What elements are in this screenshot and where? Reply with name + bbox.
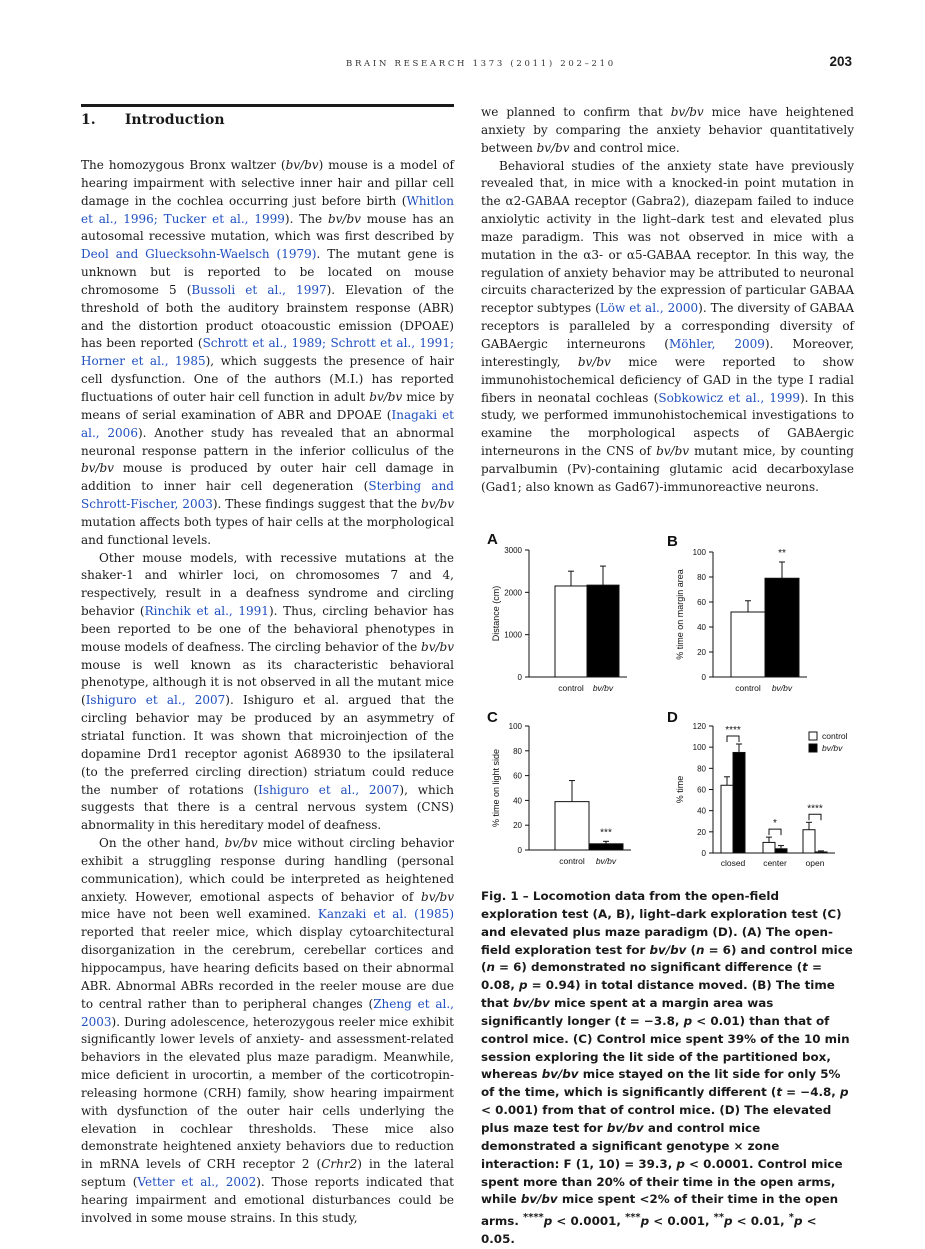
y-axis-label: % time on margin area	[675, 569, 685, 660]
panel-label: B	[667, 533, 678, 550]
text-run: mice by means of serial examination of ABR and DPOAE (	[81, 389, 455, 422]
text-run: < 0.0001,	[552, 1214, 626, 1229]
text-run: mice without circling behavior exhibit a struggling response during handling (personal communication), which could be interpreted as heightened anxiety. However, emotional aspects of behavior of	[81, 836, 454, 904]
text-run: (	[686, 942, 696, 957]
legend-swatch	[809, 744, 817, 752]
y-tick-label: 120	[692, 722, 706, 731]
x-category-label: bv/bv	[592, 683, 614, 693]
citation-link[interactable]: Kanzaki et al. (1985)	[317, 907, 454, 922]
text-run: ). In this study, we performed immunohistochemical investigations to examine the morphological aspects of GABAergic interneurons in the CNS of	[481, 390, 854, 459]
y-tick-label: 3000	[504, 546, 522, 555]
text-run: ), which suggests the presence of hair cell dysfunction. One of the authors (M.I.) has reported fluctuations of outer hair cell function in adult	[81, 354, 454, 404]
significance-stars: ****	[725, 724, 741, 736]
text-run: On the other hand,	[99, 836, 225, 851]
citation-link[interactable]: Schrott et al., 1989; Schrott et al., 1991; Horner et al., 1985	[81, 336, 454, 369]
text-run: and control mice.	[569, 140, 680, 155]
y-axis-label: % time	[675, 775, 685, 804]
italic-term: bv/bv	[606, 1120, 644, 1135]
italic-term: bv/bv	[369, 389, 403, 404]
caption-paragraph	[481, 888, 854, 1249]
bar-control	[555, 586, 587, 677]
significance-stars: ***	[600, 827, 612, 839]
italic-term: p	[519, 978, 528, 993]
paragraph	[481, 158, 854, 497]
text-run: Other mouse models, with recessive mutations at the shaker-1 and whirler loci, on chromosomes 7 and 4, respectively, result in a deafness syndrome and circling behavior (	[81, 550, 454, 619]
italic-term: bv/bv	[649, 942, 687, 957]
paragraph	[481, 104, 854, 158]
text-run: mouse is produced by outer hair cell damage in addition to inner hair cell degeneration (	[81, 461, 454, 494]
left-column-text	[81, 157, 454, 1228]
text-run: = 0.08,	[481, 960, 822, 993]
text-run: reported that reeler mice, which display cytoarchitectural disorganization in the cerebrum, cerebellar cortices and hippocampus, have hearing deficits based on their abnormal ABR. Abnormal ABRs recorded in the reeler mouse are due to central rather than to peripheral changes (	[81, 925, 454, 1011]
panel-label: D	[667, 709, 678, 726]
text-run: < 0.001) from that of control mice. (D) The elevated plus maze test for	[481, 1103, 832, 1135]
text-run: ). Thus, circling behavior has been reported to be one of the behavioral phenotypes in mouse models of deafness. The circling behavior of the	[81, 604, 455, 654]
y-tick-label: 60	[697, 598, 706, 607]
text-run: . The mutant gene is unknown but is reported to be located on mouse chromosome 5 (	[81, 247, 455, 297]
legend-swatch	[809, 732, 817, 740]
y-tick-label: 80	[513, 746, 522, 756]
italic-term: bv/bv	[670, 105, 704, 119]
figure-1	[481, 528, 854, 873]
italic-term: bv/bv	[541, 1067, 579, 1082]
text-run: mouse is well known as its characteristic behavioral phenotype, although it is not observed in all the mutant mice (	[81, 657, 454, 708]
italic-term: bv/bv	[81, 461, 114, 476]
citation-link[interactable]: Vetter et al., 2002	[137, 1175, 257, 1190]
bar-bv-bv	[815, 852, 827, 853]
text-run: ). The diversity of GABAA receptors is paralleled by a corresponding diversity of GABAergic interneurons (	[481, 301, 855, 351]
italic-term: p	[793, 1214, 803, 1229]
y-tick-label: 20	[513, 821, 522, 831]
italic-term: p	[724, 1214, 733, 1229]
figure-caption	[481, 888, 854, 1249]
citation-link[interactable]: Bussoli et al., 1997	[191, 282, 327, 297]
text-run: we planned to confirm that	[481, 105, 671, 119]
y-tick-label: 40	[697, 806, 706, 816]
paragraph	[81, 835, 454, 1228]
bar-control	[803, 830, 815, 853]
y-axis-label: Distance (cm)	[491, 585, 501, 642]
y-tick-label: 0	[701, 849, 706, 858]
italic-term: n	[486, 960, 495, 975]
citation-link[interactable]: Ishiguro et al., 2007	[258, 782, 400, 797]
citation-link[interactable]: Inagaki et al., 2006	[81, 407, 455, 440]
text-run: ). These findings suggest that the	[212, 497, 422, 512]
citation-link[interactable]: Löw et al., 2000	[599, 301, 699, 316]
significance-marker: ****	[523, 1212, 544, 1224]
text-run: < 0.01,	[732, 1214, 789, 1229]
text-run: ). Those reports indicated that hearing impairment and emotional disturbances could be involved in some mouse strains. In this study,	[81, 1175, 454, 1225]
bar-bv-bv	[587, 585, 619, 677]
y-tick-label: 60	[697, 785, 706, 795]
x-category-label: bv/bv	[771, 683, 793, 693]
y-tick-label: 0	[517, 846, 522, 855]
text-run: ). Ishiguro et al. argued that the circling behavior may be produced by an asymmetry of striatal function. It was shown that microinjection of the dopamine Drd1 receptor agonist A68930 to the ipsilateral (to the preferred circling direction) striatum could reduce the number of rotations (	[81, 693, 454, 797]
x-category-label: open	[805, 858, 825, 868]
x-category-label: control	[559, 856, 585, 866]
italic-term: t	[802, 960, 808, 975]
right-column-text	[481, 104, 854, 497]
legend-label: bv/bv	[822, 743, 843, 753]
text-run: mice were reported to show immunohistochemical deficiency of GAD in the type I radial fibers in neonatal cochleas (	[481, 354, 854, 405]
text-run: ). Another study has revealed that an abnormal neuronal response pattern in the inferior colliculus of the	[81, 425, 454, 458]
citation-link[interactable]: Sobkowicz et al., 1999	[658, 390, 800, 405]
text-run: Behavioral studies of the anxiety state have previously revealed that, in mice with a knocked-in point mutation in the α2-GABAA receptor (Gabra2), diazepam failed to induce anxiolytic activity in the light–dark test and elevated plus maze paradigm. This was not observed in mice with a mutation in the α3- or α5-GABAA receptor. In this way, the regulation of anxiety behavior may be attributed to neuronal circuits characterized by the expression of particular GABAA receptor subtypes (	[481, 158, 854, 316]
text-run: ). The	[284, 211, 328, 226]
italic-term: bv/bv	[656, 444, 690, 459]
y-tick-label: 0	[517, 673, 522, 682]
significance-bracket	[769, 829, 781, 835]
text-run: < 0.0001. Control mice spent more than 20% of their time in the open arms, while	[481, 1156, 843, 1207]
italic-term: p	[640, 1214, 650, 1229]
section-heading	[81, 112, 225, 128]
italic-term: bv/bv	[513, 996, 550, 1011]
italic-term: t	[776, 1085, 783, 1100]
citation-link[interactable]: Möhler, 2009	[669, 336, 765, 351]
text-run: mutant mice, by counting parvalbumin (Pv)-containing glutamic acid decarboxylase (Gad1; also known as Gad67)-immunoreactive neurons.	[481, 444, 854, 494]
y-tick-label: 40	[697, 623, 706, 632]
text-run: = −3.8,	[625, 1013, 684, 1028]
paragraph	[81, 157, 454, 550]
significance-bracket	[727, 736, 739, 742]
significance-stars: ****	[807, 803, 823, 815]
italic-term: bv/bv	[327, 211, 361, 226]
text-run: < 0.05.	[481, 1214, 817, 1246]
italic-term: bv/bv	[421, 639, 454, 654]
significance-stars: *	[773, 818, 777, 830]
y-tick-label: 40	[513, 796, 522, 806]
citation-link[interactable]: Sterbing and Schrott-Fischer, 2003	[81, 479, 454, 512]
significance-marker: **	[713, 1212, 725, 1224]
italic-term: bv/bv	[421, 889, 454, 904]
y-tick-label: 100	[692, 548, 706, 557]
y-tick-label: 100	[508, 722, 522, 731]
bar-bv-bv	[765, 578, 799, 677]
bar-bv-bv	[733, 752, 745, 853]
text-run: The homozygous Bronx waltzer (	[81, 158, 286, 172]
y-tick-label: 20	[697, 648, 706, 657]
italic-term: p	[683, 1013, 693, 1028]
citation-link[interactable]: Deol and Gluecksohn-Waelsch (1979)	[81, 247, 317, 262]
text-run: mouse has an autosomal recessive mutation, which was first described by	[81, 211, 454, 244]
text-run: = 0.94) in total distance moved. (B) The time that	[481, 978, 835, 1011]
significance-marker: ***	[625, 1212, 641, 1224]
italic-term: p	[839, 1085, 849, 1100]
text-run: ) in the lateral septum (	[81, 1157, 454, 1190]
text-run: < 0.001,	[649, 1214, 714, 1229]
text-run: mice stayed on the lit side for only 5% of the time, which is significantly different (	[481, 1067, 841, 1100]
x-category-label: control	[558, 683, 584, 693]
y-tick-label: 0	[701, 673, 706, 682]
text-run: = −4.8,	[782, 1085, 840, 1100]
x-category-label: control	[735, 683, 761, 693]
citation-link[interactable]: Whitlon et al., 1996; Tucker et al., 1999	[81, 193, 454, 226]
text-run: = 6) demonstrated no significant difference (	[494, 960, 803, 975]
text-run: mice spent at a margin area was significantly longer (	[481, 996, 774, 1028]
bar-bv-bv	[589, 844, 623, 850]
y-tick-label: 2000	[504, 588, 522, 598]
italic-term: bv/bv	[421, 497, 454, 512]
text-run: ), which suggests that there is a central nervous system (CNS) abnormality in this hereditary model of deafness.	[81, 782, 454, 833]
y-axis-label: % time on light side	[491, 748, 501, 828]
citation-link[interactable]: Zheng et al., 2003	[81, 996, 454, 1029]
significance-stars: **	[778, 548, 786, 559]
paragraph	[81, 550, 454, 836]
x-category-label: closed	[720, 858, 746, 868]
text-run: mutation affects both types of hair cells at the morphological and functional levels.	[81, 514, 454, 547]
section-rule	[81, 104, 454, 107]
italic-term: p	[543, 1214, 553, 1229]
text-run: ). During adolescence, heterozygous reeler mice exhibit significantly lower levels of anxiety- and assessment-related behaviors in the elevated plus maze paradigm. Meanwhile, mice deficient in urocortin, a member of the corticotropin-releasing hormone (CRH) family, show hearing impairment with dysfunction of the outer hair cells underlying the elevation in cochlear thresholds. These mice also demonstrate heightened anxiety behaviors due to reduction in mRNA levels of CRH receptor 2 (	[81, 1014, 454, 1172]
y-tick-label: 100	[692, 743, 706, 753]
page-number: 203	[829, 54, 852, 69]
significance-bracket	[809, 814, 821, 820]
text-run: mice spent <2% of their time in the open arms.	[481, 1192, 839, 1229]
text-run: and control mice demonstrated a significant genotype × zone interaction: F (1, 10) = 39.3,	[481, 1120, 780, 1171]
bar-control	[731, 612, 765, 677]
text-run: ). Elevation of the threshold of both the auditory brainstem response (ABR) and the distortion product otoacoustic emission (DPOAE) has been reported (	[81, 282, 454, 351]
journal-running-header: BRAIN RESEARCH 1373 (2011) 202–210	[346, 59, 616, 69]
text-run: = 6) and control mice (	[481, 942, 853, 975]
legend-label: control	[822, 731, 848, 741]
text-run: Fig. 1 – Locomotion data from the open-field exploration test (A, B), light–dark exploration test (C) and elevated plus maze paradigm (D). (A) The open-field exploration test for	[481, 889, 842, 957]
italic-term: n	[695, 942, 705, 957]
bar-control	[555, 802, 589, 850]
panel-label: A	[487, 531, 498, 548]
y-tick-label: 80	[697, 764, 706, 774]
italic-term: bv/bv	[577, 354, 611, 369]
y-tick-label: 80	[697, 573, 706, 582]
y-tick-label: 60	[513, 771, 522, 781]
text-run: mice have heightened anxiety by comparing the anxiety behavior quantitatively between	[481, 105, 854, 155]
panel-label: C	[487, 709, 498, 726]
x-category-label: bv/bv	[595, 856, 617, 866]
significance-marker: *	[788, 1212, 794, 1224]
citation-link[interactable]: Ishiguro et al., 2007	[85, 693, 226, 708]
bar-bv-bv	[775, 849, 787, 853]
y-tick-label: 1000	[504, 630, 522, 640]
text-run: ). Moreover, interestingly,	[481, 336, 855, 369]
y-tick-label: 20	[697, 827, 706, 837]
italic-term: bv/bv	[520, 1192, 558, 1207]
text-run: < 0.01) than that of control mice. (C) Control mice spent 39% of the 10 min session exploring the lit side of the partitioned box, whereas	[481, 1013, 850, 1082]
text-run: ) mouse is a model of hearing impairment with selective inner hair and pillar cell damage in the cochlea occurring just before birth (	[81, 158, 454, 208]
italic-term: t	[619, 1013, 626, 1028]
x-category-label: center	[763, 858, 787, 868]
italic-term: p	[676, 1156, 685, 1171]
italic-term: bv/bv	[224, 836, 258, 851]
italic-term: bv/bv	[285, 158, 319, 172]
italic-term: Crhr2	[321, 1157, 358, 1172]
section-number: 1.	[81, 112, 96, 128]
bar-control	[721, 785, 733, 853]
citation-link[interactable]: Rinchik et al., 1991	[144, 604, 269, 619]
bar-control	[763, 842, 775, 853]
section-title: Introduction	[124, 112, 225, 128]
text-run: mice have not been well examined.	[81, 907, 318, 922]
italic-term: bv/bv	[536, 140, 570, 155]
